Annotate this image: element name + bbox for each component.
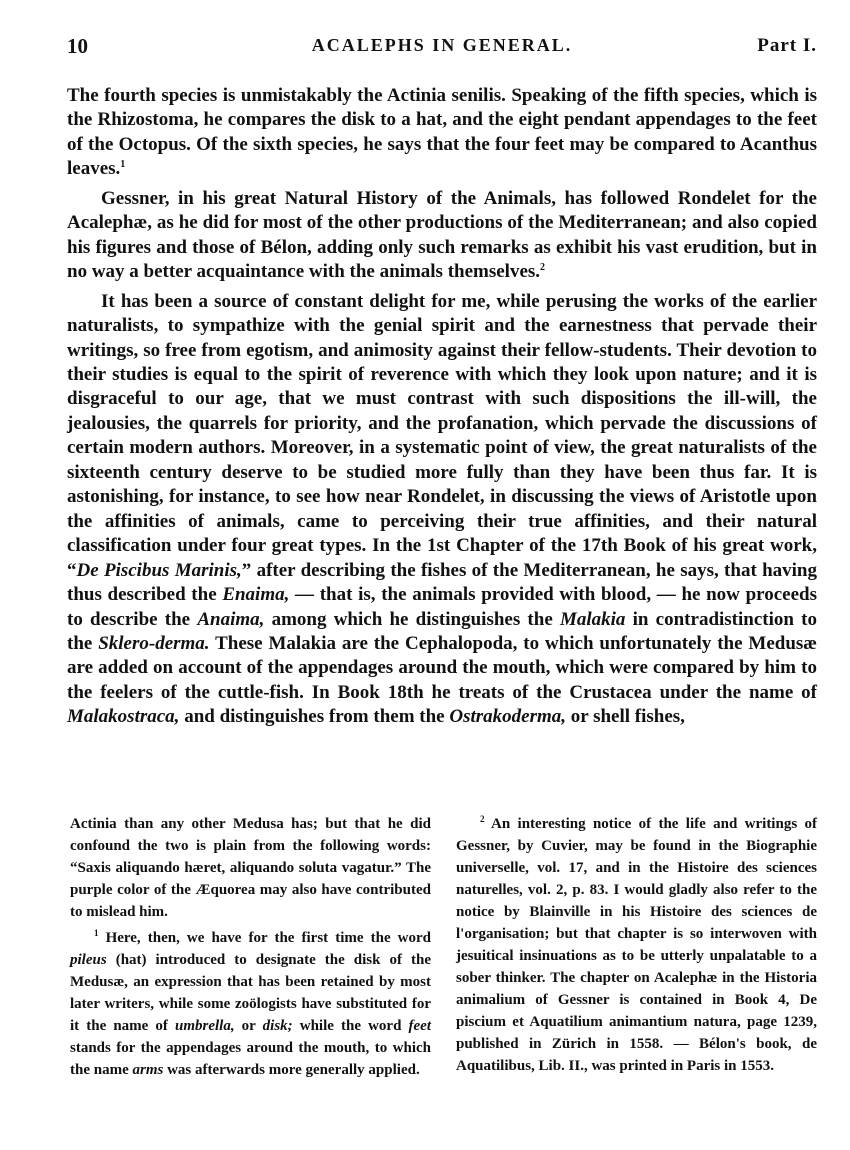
- term-pileus: pileus: [70, 952, 107, 968]
- part-label: Part I.: [757, 35, 817, 56]
- main-text: [67, 84, 817, 730]
- running-head: ACALEPHS IN GENERAL.: [311, 35, 573, 55]
- paragraph-3-after-malakostraca: and distinguishes from them the: [179, 706, 450, 728]
- paragraph-2-text: Gessner, in his great Natural History of the Animals, has followed Rondelet for the Acalephæ, as he did for most of the other productions of the Mediterranean; and also copied his figures and those of Bélon, adding only such remarks as exhibit his vast erudition, but in no way a better acquaintance with the animals themselves.: [67, 187, 817, 283]
- footnote-1-after-pileus: (hat) introduced to designate the disk of the Medusæ, an expression that has been retained by most later writers, while some zoölogists have substituted for it the name of: [70, 952, 431, 1034]
- term-malakostraca: Malakostraca,: [67, 706, 180, 728]
- paragraph-1-text: The fourth species is unmistakably the Actinia senilis. Speaking of the fifth species, which is the Rhizostoma, he compares the disk to a hat, and the eight pendant appendages to the feet of the Octopus. Of the sixth species, he says that the four feet may be compared to Acanthus leaves.: [67, 85, 817, 180]
- footnote-1-after-feet: stands for the appendages around the mouth, to which the name: [70, 1040, 431, 1078]
- term-anaima: Anaima,: [197, 608, 265, 630]
- footnote-reference-1: 1: [120, 159, 126, 171]
- paragraph-2: [67, 187, 817, 285]
- footnotes: [70, 813, 817, 1081]
- book-title-de-piscibus-marinis: De Piscibus Marinis,: [76, 559, 242, 581]
- footnote-1: [70, 927, 431, 1081]
- footnote-2: [456, 813, 817, 1077]
- footnote-1-marker: 1: [94, 928, 99, 938]
- footnote-1-or: or: [234, 1018, 263, 1034]
- paragraph-3-before-title: It has been a source of constant delight for me, while perusing the works of the earlier naturalists, to sympathize with the genial spirit and the earnestness that pervade their writings, so free from egotism, and animosity against their fellow-students. Their devotion to their studies is equal to the spirit of reverence with which they look upon nature; and it is disgraceful to our age, that we must contrast with such dispositions the ill-will, the jealousies, the quarrels for priority, and the profanation, which pervade the discussions of certain modern authors. Moreover, in a systematic point of view, the great naturalists of the sixteenth century deserve to be studied more fully than they have been thus far. It is astonishing, for instance, to see how near Rondelet, in discussing the views of Aristotle upon the affinities of animals, came to perceiving their true affinities, and their natural classification under four great types. In the 1st Chapter of the 17th Book of his great work, “: [67, 290, 817, 581]
- footnote-2-text: An interesting notice of the life and writings of Gessner, by Cuvier, may be found in the Biographie universelle, vol. 17, and in the Histoire des sciences naturelles, vol. 2, p. 83. I would gladly also refer to the notice by Blainville in his Histoire des sciences de l'organisation; but that chapter is so interwoven with jesuitical insinuations as to be utterly unpalatable to a sober thinker. The chapter on Acalephæ in the Historia animalium of Gessner is contained in Book 4, De piscium et Aquatilium animantium natura, page 1239, published in Zürich in 1558. — Bélon's book, de Aquatilibus, Lib. II., was printed in Paris in 1553.: [456, 816, 817, 1074]
- footnote-2-marker: 2: [480, 814, 485, 824]
- paragraph-3-after-enaima: — that is, the animals provided with blood, — he now proceeds to describe the: [67, 584, 817, 630]
- footnote-column-right: [456, 813, 817, 1081]
- paragraph-3-end: or shell fishes,: [566, 706, 685, 728]
- term-feet: feet: [408, 1018, 431, 1034]
- paragraph-1: [67, 84, 817, 182]
- term-malakia: Malakia: [559, 608, 626, 630]
- paragraph-3-after-skleroderma: These Malakia are the Cephalopoda, to which unfortunately the Medusæ are added on account of the appendages around the mouth, which were compared by him to the feelers of the cuttle-fish. In Book 18th he treats of the Crustacea under the name of: [67, 632, 818, 703]
- paragraph-3-after-malakia: in contradistinction to the: [67, 608, 817, 654]
- term-skleroderma: Sklero-derma.: [98, 632, 210, 654]
- footnote-reference-2: 2: [540, 262, 546, 274]
- term-arms: arms: [132, 1062, 164, 1078]
- term-umbrella: umbrella,: [175, 1018, 235, 1034]
- footnote-continuation: Actinia than any other Medusa has; but that he did confound the two is plain from the following words: “Saxis aliquando hæret, aliquando soluta vagatur.” The purple color of the Æquorea may also have contributed to mislead him.: [70, 816, 431, 920]
- term-disk: disk;: [262, 1018, 293, 1034]
- footnote-1-end: was afterwards more generally applied.: [163, 1062, 420, 1078]
- footnote-1-while: while the word: [292, 1018, 409, 1034]
- paragraph-3: [67, 290, 817, 730]
- term-enaima: Enaima,: [222, 584, 290, 606]
- paragraph-3-after-anaima: among which he distinguishes the: [264, 608, 560, 630]
- page-number: 10: [67, 34, 88, 58]
- footnote-1-before-pileus: Here, then, we have for the first time the word: [105, 930, 431, 946]
- footnote-column-left: [70, 813, 431, 1081]
- term-ostrakoderma: Ostrakoderma,: [449, 706, 566, 728]
- page-header: [67, 34, 817, 66]
- paragraph-3-after-title: ” after describing the fishes of the Mediterranean, he says, that having thus described the: [67, 559, 817, 606]
